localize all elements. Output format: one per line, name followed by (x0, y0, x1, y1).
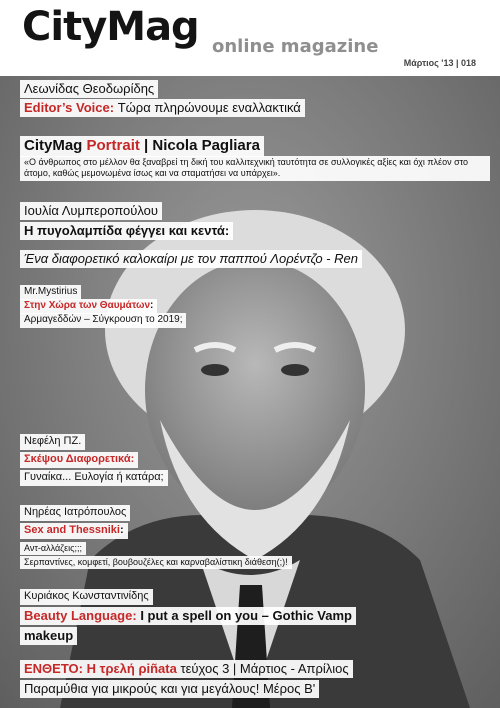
section-label: Editor’s Voice (24, 100, 110, 115)
headline-title: makeup (20, 627, 77, 645)
issue-date: Μάρτιος '13 | 018 (403, 58, 476, 68)
author-line: Λεωνίδας Θεοδωρίδης (20, 80, 158, 98)
section-label: Beauty Language (24, 608, 133, 623)
subheadline: Ένα διαφορετικό καλοκαίρι με τον παππού Λορέντζο - Ren (20, 250, 362, 268)
headline[interactable]: Η πυγολαμπίδα φέγγει και κεντά: (20, 222, 233, 240)
headline-title: Αρμαγεδδών – Σύγκρουση το 2019; (20, 313, 186, 328)
section-label: Sex and Thessniki (24, 524, 120, 536)
issue-info: τεύχος 3 | Μάρτιος - Απρίλιος (180, 661, 349, 676)
headline[interactable] (20, 452, 138, 468)
headline-title: I put a spell on you – Gothic Vamp (140, 608, 352, 623)
masthead (0, 0, 500, 76)
author-line: Κυριάκος Κωνσταντινίδης (20, 589, 153, 605)
subheadline: Παραμύθια για μικρούς και για μεγάλους! Μέρος Β' (20, 680, 319, 698)
section-label: Στην Χώρα των Θαυμάτων (24, 300, 151, 311)
headline[interactable]: Beauty Language: I put a spell on you – Gothic Vamp (20, 607, 356, 625)
pull-quote: «Ο άνθρωπος στο μέλλον θα ξαναβρεί τη δική του καλλιτεχνική ταυτότητα σε συλλογικές αξίες και όχι πλέον στο άτομο, καθώς μεμονωμένα ίσως και να σταματήσει να υπάρχει». (20, 156, 490, 181)
headline-title: Αντ-αλλάζεις;;; (20, 542, 86, 555)
headline[interactable] (20, 136, 264, 157)
headline-title: | Nicola Pagliara (144, 137, 260, 154)
author-line: Νηρέας Ιατρόπουλος (20, 505, 130, 521)
author-line: Ιουλία Λυμπεροπούλου (20, 202, 162, 220)
section-label: Σκέψου Διαφορετικά: (24, 453, 135, 465)
author-line: Mr.Mystirius (20, 285, 81, 300)
section-label: ΕΝΘΕΤΟ (24, 661, 79, 676)
tagline: online magazine (212, 36, 379, 57)
headline[interactable]: Sex and Thessniki: (20, 523, 128, 539)
author-line: Νεφέλη ΠΖ. (20, 434, 85, 450)
logo: CityMag (22, 4, 199, 50)
section-label: CityMag (24, 137, 83, 154)
headline-title: Η τρελή ρiñata (86, 661, 177, 676)
headline[interactable]: Editor’s Voice: Τώρα πληρώνουμε εναλλακτικά (20, 99, 305, 117)
section-label: Portrait (86, 137, 140, 154)
headline[interactable]: Στην Χώρα των Θαυμάτων: (20, 299, 157, 314)
headline-title: Τώρα πληρώνουμε εναλλακτικά (117, 100, 301, 115)
headline-title: Γυναίκα... Ευλογία ή κατάρα; (20, 470, 168, 486)
headline[interactable]: ΕΝΘΕΤΟ: Η τρελή ρiñata τεύχος 3 | Μάρτιος - Απρίλιος (20, 660, 353, 678)
subheadline: Σερπαντίνες, κομφετί, βουβουζέλες και καρναβαλίστικη διάθεση(;)! (20, 556, 292, 569)
